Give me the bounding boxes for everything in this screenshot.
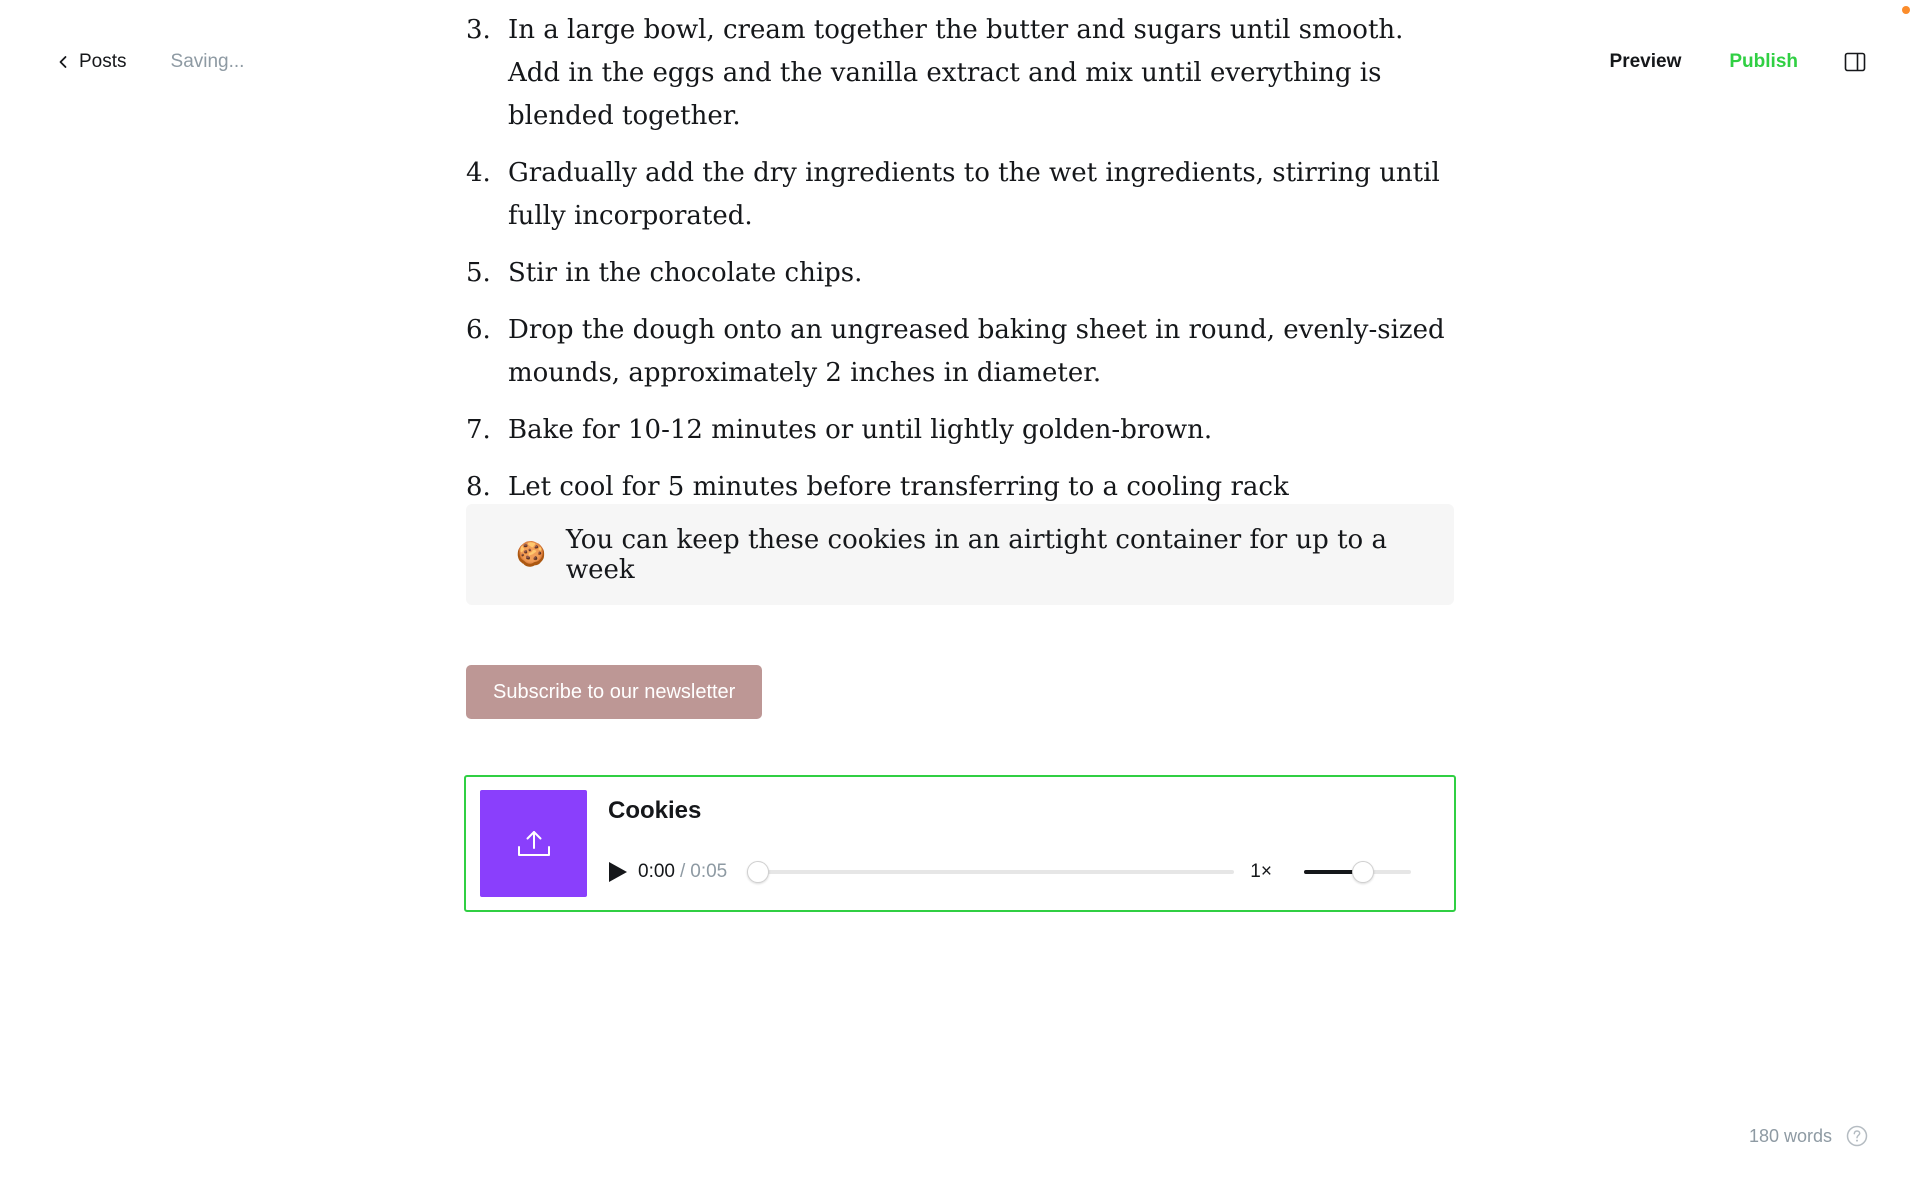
audio-card[interactable] [464, 775, 1456, 912]
seek-handle[interactable] [747, 861, 769, 883]
list-item[interactable] [466, 252, 1454, 295]
topbar-left [56, 48, 244, 76]
list-item[interactable] [466, 152, 1454, 238]
publish-button[interactable]: Publish [1729, 51, 1798, 72]
step-number: 4. [466, 158, 491, 188]
callout-text[interactable]: You can keep these cookies in an airtight container for up to a week [565, 524, 1387, 585]
topbar-right [1610, 48, 1866, 76]
step-text: In a large bowl, cream together the butter and sugars until smooth. Add in the eggs and the vanilla extract and mix until everything is blended together. [508, 15, 1404, 131]
volume-handle[interactable] [1352, 861, 1374, 883]
back-link-label: Posts [79, 51, 127, 72]
notification-dot [1902, 6, 1910, 14]
chevron-left-icon [56, 55, 70, 69]
audio-title[interactable]: Cookies [608, 797, 702, 824]
list-item[interactable] [466, 466, 1454, 509]
help-button[interactable] [1846, 1125, 1868, 1147]
preview-button[interactable]: Preview [1609, 51, 1682, 72]
current-time: 0:00 [638, 861, 675, 882]
time-separator: / [679, 861, 686, 882]
upload-icon [516, 828, 552, 860]
callout-card[interactable] [466, 504, 1454, 605]
help-icon [1846, 1125, 1868, 1147]
recipe-steps-list [466, 9, 1454, 509]
back-to-posts-link[interactable] [56, 51, 127, 73]
editor-canvas[interactable] [466, 0, 1454, 882]
sidebar-toggle-button[interactable] [1844, 51, 1866, 73]
step-text: Stir in the chocolate chips. [508, 258, 863, 288]
cookie-emoji-icon[interactable]: 🍪 [516, 540, 546, 568]
step-number: 7. [466, 415, 491, 445]
list-item[interactable] [466, 9, 1454, 138]
subscribe-newsletter-button[interactable]: Subscribe to our newsletter [466, 665, 762, 719]
audio-thumbnail-upload[interactable] [480, 790, 587, 897]
save-status: Saving... [170, 51, 245, 72]
playback-speed-button[interactable]: 1× [1250, 861, 1272, 882]
duration: 0:05 [690, 861, 728, 882]
word-count: 180 words [1748, 1126, 1832, 1146]
step-text: Bake for 10-12 minutes or until lightly golden-brown. [508, 415, 1213, 445]
play-icon [608, 861, 628, 883]
list-item[interactable] [466, 409, 1454, 452]
step-number: 3. [466, 15, 491, 45]
step-number: 6. [466, 315, 491, 345]
list-item[interactable] [466, 309, 1454, 395]
audio-player [608, 857, 1428, 887]
seek-slider[interactable] [749, 870, 1234, 874]
step-number: 5. [466, 258, 491, 288]
play-button[interactable] [608, 861, 628, 883]
sidebar-toggle-icon [1844, 51, 1866, 73]
volume-slider[interactable] [1304, 870, 1411, 874]
step-number: 8. [466, 472, 491, 502]
step-text: Gradually add the dry ingredients to the wet ingredients, stirring until fully incorporated. [508, 158, 1440, 231]
step-text: Drop the dough onto an ungreased baking sheet in round, evenly-sized mounds, approximately 2 inches in diameter. [508, 315, 1445, 388]
step-text: Let cool for 5 minutes before transferring to a cooling rack [508, 472, 1289, 502]
